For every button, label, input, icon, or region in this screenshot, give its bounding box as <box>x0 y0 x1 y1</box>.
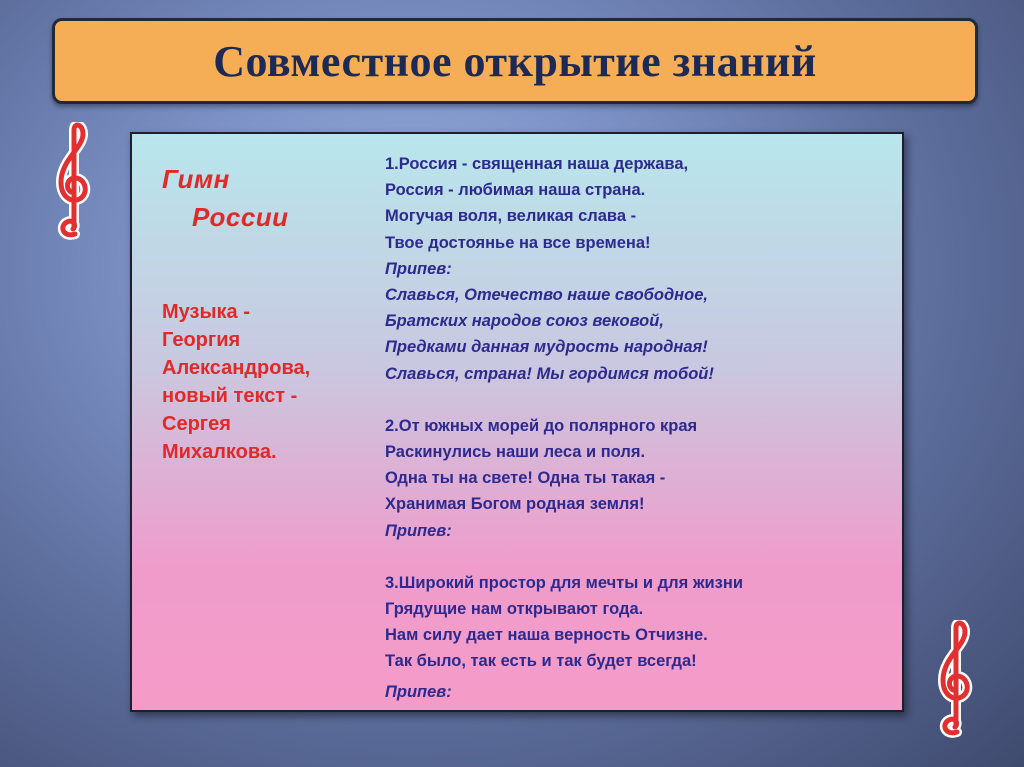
anthem-title-line: России <box>192 202 289 232</box>
anthem-panel <box>130 132 904 712</box>
lyric-line: 2.От южных морей до полярного края <box>385 416 698 435</box>
refrain-line: Братских народов союз вековой, <box>385 312 664 331</box>
treble-clef-icon <box>52 122 94 242</box>
refrain-line: Славься, Отечество наше свободное, <box>385 286 708 305</box>
refrain-line: Предками данная мудрость народная! <box>385 338 708 357</box>
anthem-title-line: Гимн <box>162 164 230 194</box>
title-bar <box>52 18 978 104</box>
lyric-line: 3.Широкий простор для мечты и для жизни <box>385 573 743 592</box>
anthem-title <box>162 160 372 236</box>
lyric-line: Твое достоянье на все времена! <box>385 233 651 252</box>
refrain-line: Славься, страна! Мы гордимся тобой! <box>385 364 714 383</box>
refrain-label: Припев: <box>385 682 452 701</box>
lyric-line: Хранимая Богом родная земля! <box>385 495 645 514</box>
lyric-line: Так было, так есть и так будет всегда! <box>385 652 697 671</box>
lyric-line: Могучая воля, великая слава - <box>385 207 637 226</box>
refrain-label: Припев: <box>385 521 452 540</box>
lyric-line: Россия - любимая наша страна. <box>385 181 646 200</box>
lyric-line: 1.Россия - священная наша держава, <box>385 155 689 173</box>
anthem-info <box>162 160 372 466</box>
lyric-line: Раскинулись наши леса и поля. <box>385 443 646 462</box>
refrain-label: Припев: <box>385 259 452 278</box>
slide-title: Совместное открытие знаний <box>213 36 817 86</box>
anthem-authors: Музыка - Георгия Александрова, новый текст - Сергея Михалкова. <box>162 301 311 463</box>
lyric-line: Грядущие нам открывают года. <box>385 600 644 619</box>
anthem-lyrics <box>385 151 885 705</box>
lyric-line: Нам силу дает наша верность Отчизне. <box>385 626 708 645</box>
lyric-line: Одна ты на свете! Одна ты такая - <box>385 469 666 488</box>
treble-clef-icon <box>934 620 976 740</box>
